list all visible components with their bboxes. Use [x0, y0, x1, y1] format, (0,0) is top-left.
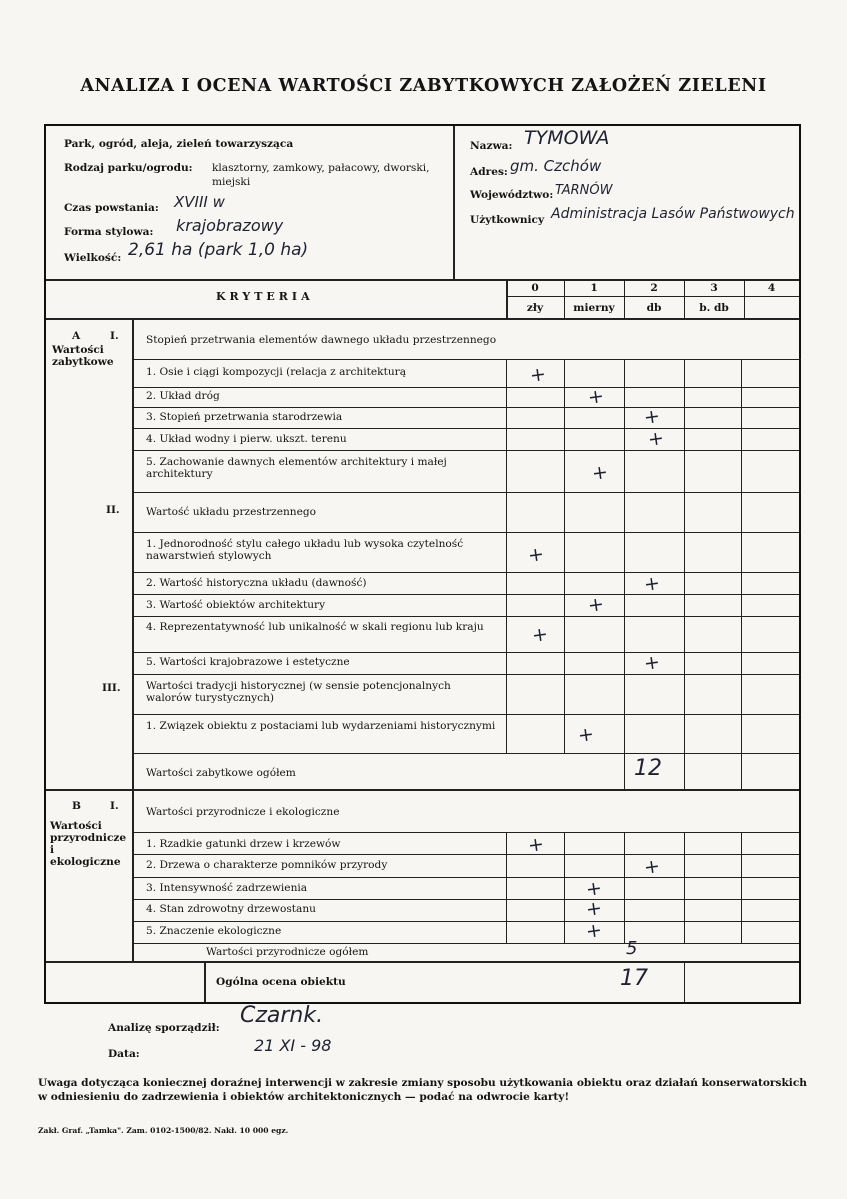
- row-label: 4. Reprezentatywność lub unikalność w skali regionu lub kraju: [146, 621, 484, 633]
- row-label: 2. Drzewa o charakterze pomników przyrody: [146, 859, 388, 871]
- section-b-letter: B: [72, 800, 81, 812]
- row-label: 4. Układ wodny i pierw. ukszt. terenu: [146, 433, 347, 445]
- wielkosc-value: 2,61 ha (park 1,0 ha): [128, 240, 309, 260]
- group-a1-header: Stopień przetrwania elementów dawnego układu przestrzennego: [146, 334, 497, 346]
- mark-plus: +: [642, 855, 662, 880]
- section-b-label: Wartości przyrodnicze i ekologiczne: [50, 820, 127, 868]
- section-b-total-label: Wartości przyrodnicze ogółem: [206, 946, 369, 958]
- mark-plus: +: [584, 897, 604, 922]
- mark-plus: +: [530, 623, 550, 648]
- warning-note: Uwaga dotycząca koniecznej doraźnej interwencji w zakresie zmiany sposobu użytkowania obiektu oraz działań konserwatorskich w odniesieniu do zadrzewienia i obiektów architektonicznych — podać na odwrocie karty!: [38, 1077, 807, 1103]
- wielkosc-label: Wielkość:: [64, 252, 122, 264]
- data-value: 21 XI - 98: [254, 1036, 332, 1055]
- section-a-total-label: Wartości zabytkowe ogółem: [146, 767, 296, 779]
- col-name-1: mierny: [573, 302, 615, 314]
- overall-value: 17: [620, 966, 648, 991]
- woj-value: TARNÓW: [555, 183, 613, 198]
- row-label: 4. Stan zdrowotny drzewostanu: [146, 903, 316, 915]
- kryteria-header: KRYTERIA: [216, 290, 314, 303]
- mark-plus: +: [642, 651, 662, 676]
- col-num-1: 1: [590, 282, 598, 294]
- section-a-total-value: 12: [634, 756, 662, 781]
- analiza-label: Analizę sporządził:: [108, 1022, 220, 1034]
- czas-value: XVIII w: [174, 193, 225, 211]
- row-label: 1. Jednorodność stylu całego układu lub wysoka czytelność nawarstwień stylowych: [146, 538, 464, 562]
- row-label: 3. Wartość obiektów architektury: [146, 599, 326, 611]
- adres-value: gm. Czchów: [510, 157, 602, 175]
- group-b1-header: Wartości przyrodnicze i ekologiczne: [146, 806, 340, 818]
- data-label: Data:: [108, 1048, 140, 1060]
- mark-plus: +: [584, 877, 604, 902]
- row-label: 1. Rzadkie gatunki drzew i krzewów: [146, 838, 341, 850]
- uzytk-value: Administracja Lasów Państwowych: [551, 206, 795, 222]
- col-num-3: 3: [710, 282, 718, 294]
- col-name-3: b. db: [699, 302, 729, 314]
- printer-imprint: Zakł. Graf. „Tamka". Zam. 0102-1500/82. Nakł. 10 000 egz.: [38, 1126, 289, 1135]
- group-a3-header: Wartości tradycji historycznej (w sensie potencjonalnych walorów turystycznych): [146, 680, 451, 704]
- nazwa-label: Nazwa:: [470, 140, 513, 152]
- mark-plus: +: [526, 543, 546, 568]
- forma-value: krajobrazowy: [176, 216, 284, 235]
- section-a-roman: I.: [110, 330, 119, 342]
- rodzaj-label: Rodzaj parku/ogrodu:: [64, 162, 193, 174]
- row-label: 5. Znaczenie ekologiczne: [146, 925, 282, 937]
- mark-plus: +: [526, 833, 546, 858]
- col-name-0: zły: [526, 302, 544, 314]
- rodzaj-options-2: miejski: [212, 176, 251, 188]
- mark-plus: +: [642, 572, 662, 597]
- mark-plus: +: [528, 363, 548, 388]
- row-label: 5. Wartości krajobrazowe i estetyczne: [146, 656, 350, 668]
- czas-label: Czas powstania:: [64, 202, 159, 214]
- col-num-4: 4: [767, 282, 776, 294]
- mark-plus: +: [586, 385, 606, 410]
- section-b-total-value: 5: [626, 938, 638, 959]
- mark-plus: +: [584, 919, 604, 944]
- signature: Czarnk.: [240, 1003, 324, 1028]
- rodzaj-options: klasztorny, zamkowy, pałacowy, dworski,: [212, 162, 430, 174]
- mark-plus: +: [646, 427, 666, 452]
- page-title: ANALIZA I OCENA WARTOŚCI ZABYTKOWYCH ZAŁOŻEŃ ZIELENI: [80, 76, 767, 96]
- nazwa-value: TYMOWA: [524, 127, 610, 149]
- row-label: 5. Zachowanie dawnych elementów architektury i małej architektury: [146, 456, 447, 480]
- mark-plus: +: [586, 593, 606, 618]
- woj-label: Województwo:: [470, 189, 554, 201]
- row-label: 1. Osie i ciągi kompozycji (relacja z architekturą: [146, 366, 407, 378]
- mark-plus: +: [576, 723, 596, 748]
- park-type-label: Park, ogród, aleja, zieleń towarzysząca: [64, 138, 294, 150]
- uzytk-label: Użytkownicy: [470, 214, 545, 226]
- row-label: 3. Stopień przetrwania starodrzewia: [146, 411, 343, 423]
- mark-plus: +: [590, 461, 610, 486]
- section-a-label: Wartości zabytkowe: [52, 344, 114, 368]
- section-a-roman-2: II.: [106, 504, 120, 516]
- col-num-2: 2: [650, 282, 658, 294]
- form-frame: [44, 124, 801, 1004]
- section-a-roman-3: III.: [102, 682, 121, 694]
- row-label: 3. Intensywność zadrzewienia: [146, 882, 308, 894]
- group-a2-header: Wartość układu przestrzennego: [146, 506, 317, 518]
- overall-label: Ogólna ocena obiektu: [216, 976, 346, 988]
- row-label: 1. Związek obiektu z postaciami lub wydarzeniami historycznymi: [146, 720, 496, 732]
- section-a-letter: A: [72, 330, 81, 342]
- col-name-2: db: [646, 302, 662, 314]
- row-label: 2. Układ dróg: [146, 390, 220, 402]
- col-num-0: 0: [531, 282, 539, 294]
- header-divider: [453, 126, 455, 279]
- adres-label: Adres:: [470, 166, 508, 178]
- section-b-roman: I.: [110, 800, 119, 812]
- forma-label: Forma stylowa:: [64, 226, 154, 238]
- mark-plus: +: [642, 405, 662, 430]
- row-label: 2. Wartość historyczna układu (dawność): [146, 577, 367, 589]
